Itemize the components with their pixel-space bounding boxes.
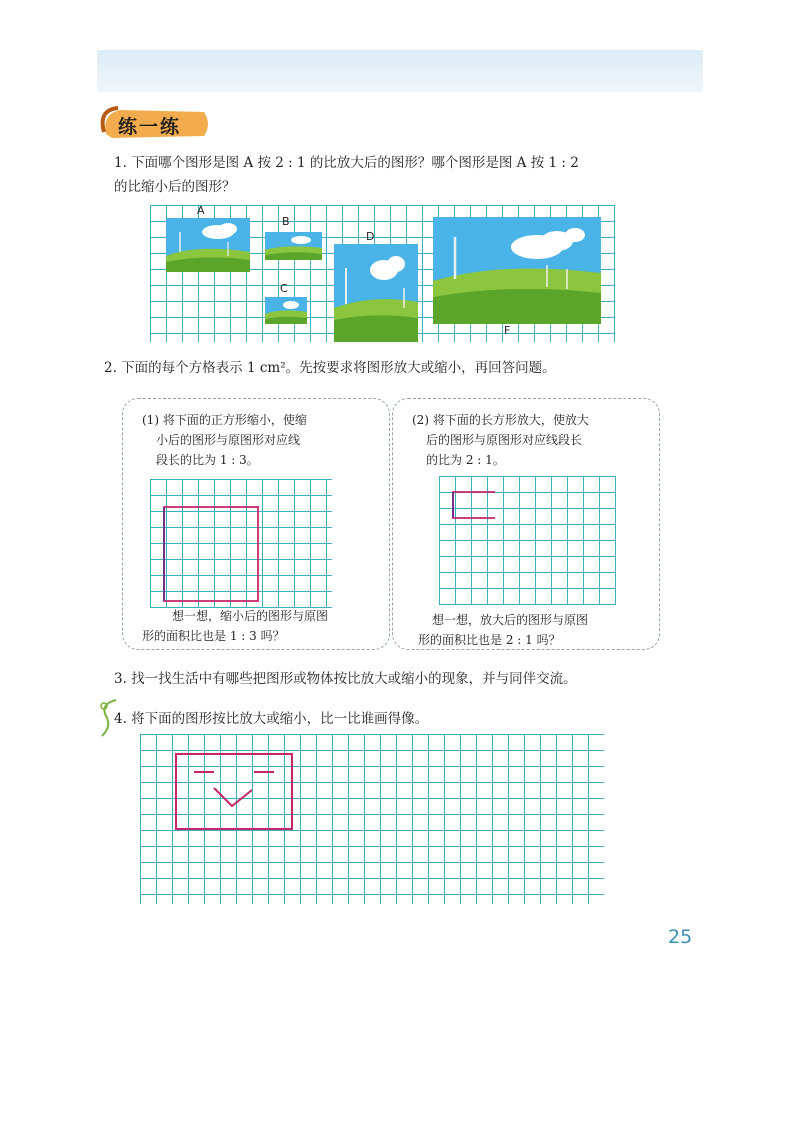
q2-p2-rectangle [439,476,616,605]
picture-d-label: D [366,230,375,243]
q3-text: 3. 找一找生活中有哪些把图形或物体按比放大或缩小的现象，并与同伴交流。 [114,671,577,687]
q2-p1-line2: 小后的图形与原图形对应线 [156,433,301,447]
q2-p2-line1: (2) 将下面的长方形放大，使放大 [412,413,589,427]
q4-figure [140,734,604,904]
q2-p1-line3: 段长的比为 1 : 3。 [156,453,259,467]
q2-p2-think1: 想一想，放大后的图形与原图 [432,613,589,627]
q2-p2-line2: 后的图形与原图形对应线段长 [426,433,583,447]
q2-p1-line1: (1) 将下面的正方形缩小，使缩 [142,413,307,427]
q2-p1-square [150,479,332,608]
q1-text-line2: 的比缩小后的图形？ [114,179,236,195]
q2-p2-line3: 的比为 2 : 1。 [426,453,505,467]
picture-c-label: C [280,282,288,295]
picture-c [265,297,307,324]
q2-p1-think2: 形的面积比也是 1 : 3 吗？ [142,629,285,643]
page-number: 25 [668,926,693,948]
picture-a [166,218,250,272]
picture-b [265,232,322,260]
q2-p2-think2: 形的面积比也是 2 : 1 吗？ [418,633,561,647]
q2-p1-think1: 想一想，缩小后的图形与原图 [172,609,329,623]
q2-intro: 2. 下面的每个方格表示 1 cm²。先按要求将图形放大或缩小，再回答问题。 [104,360,556,376]
picture-f-label: F [504,324,511,337]
picture-d [334,244,418,342]
section-heading: 练一练 [118,116,182,138]
picture-b-label: B [282,215,290,228]
page-header-band [97,50,703,92]
q1-text-line1: 1. 下面哪个图形是图 A 按 2 : 1 的比放大后的图形？哪个图形是图 A 按 1 : 2 [114,155,579,171]
q4-text: 4. 将下面的图形按比放大或缩小，比一比谁画得像。 [114,711,429,727]
picture-f [433,217,601,324]
picture-a-label: A [197,204,205,217]
